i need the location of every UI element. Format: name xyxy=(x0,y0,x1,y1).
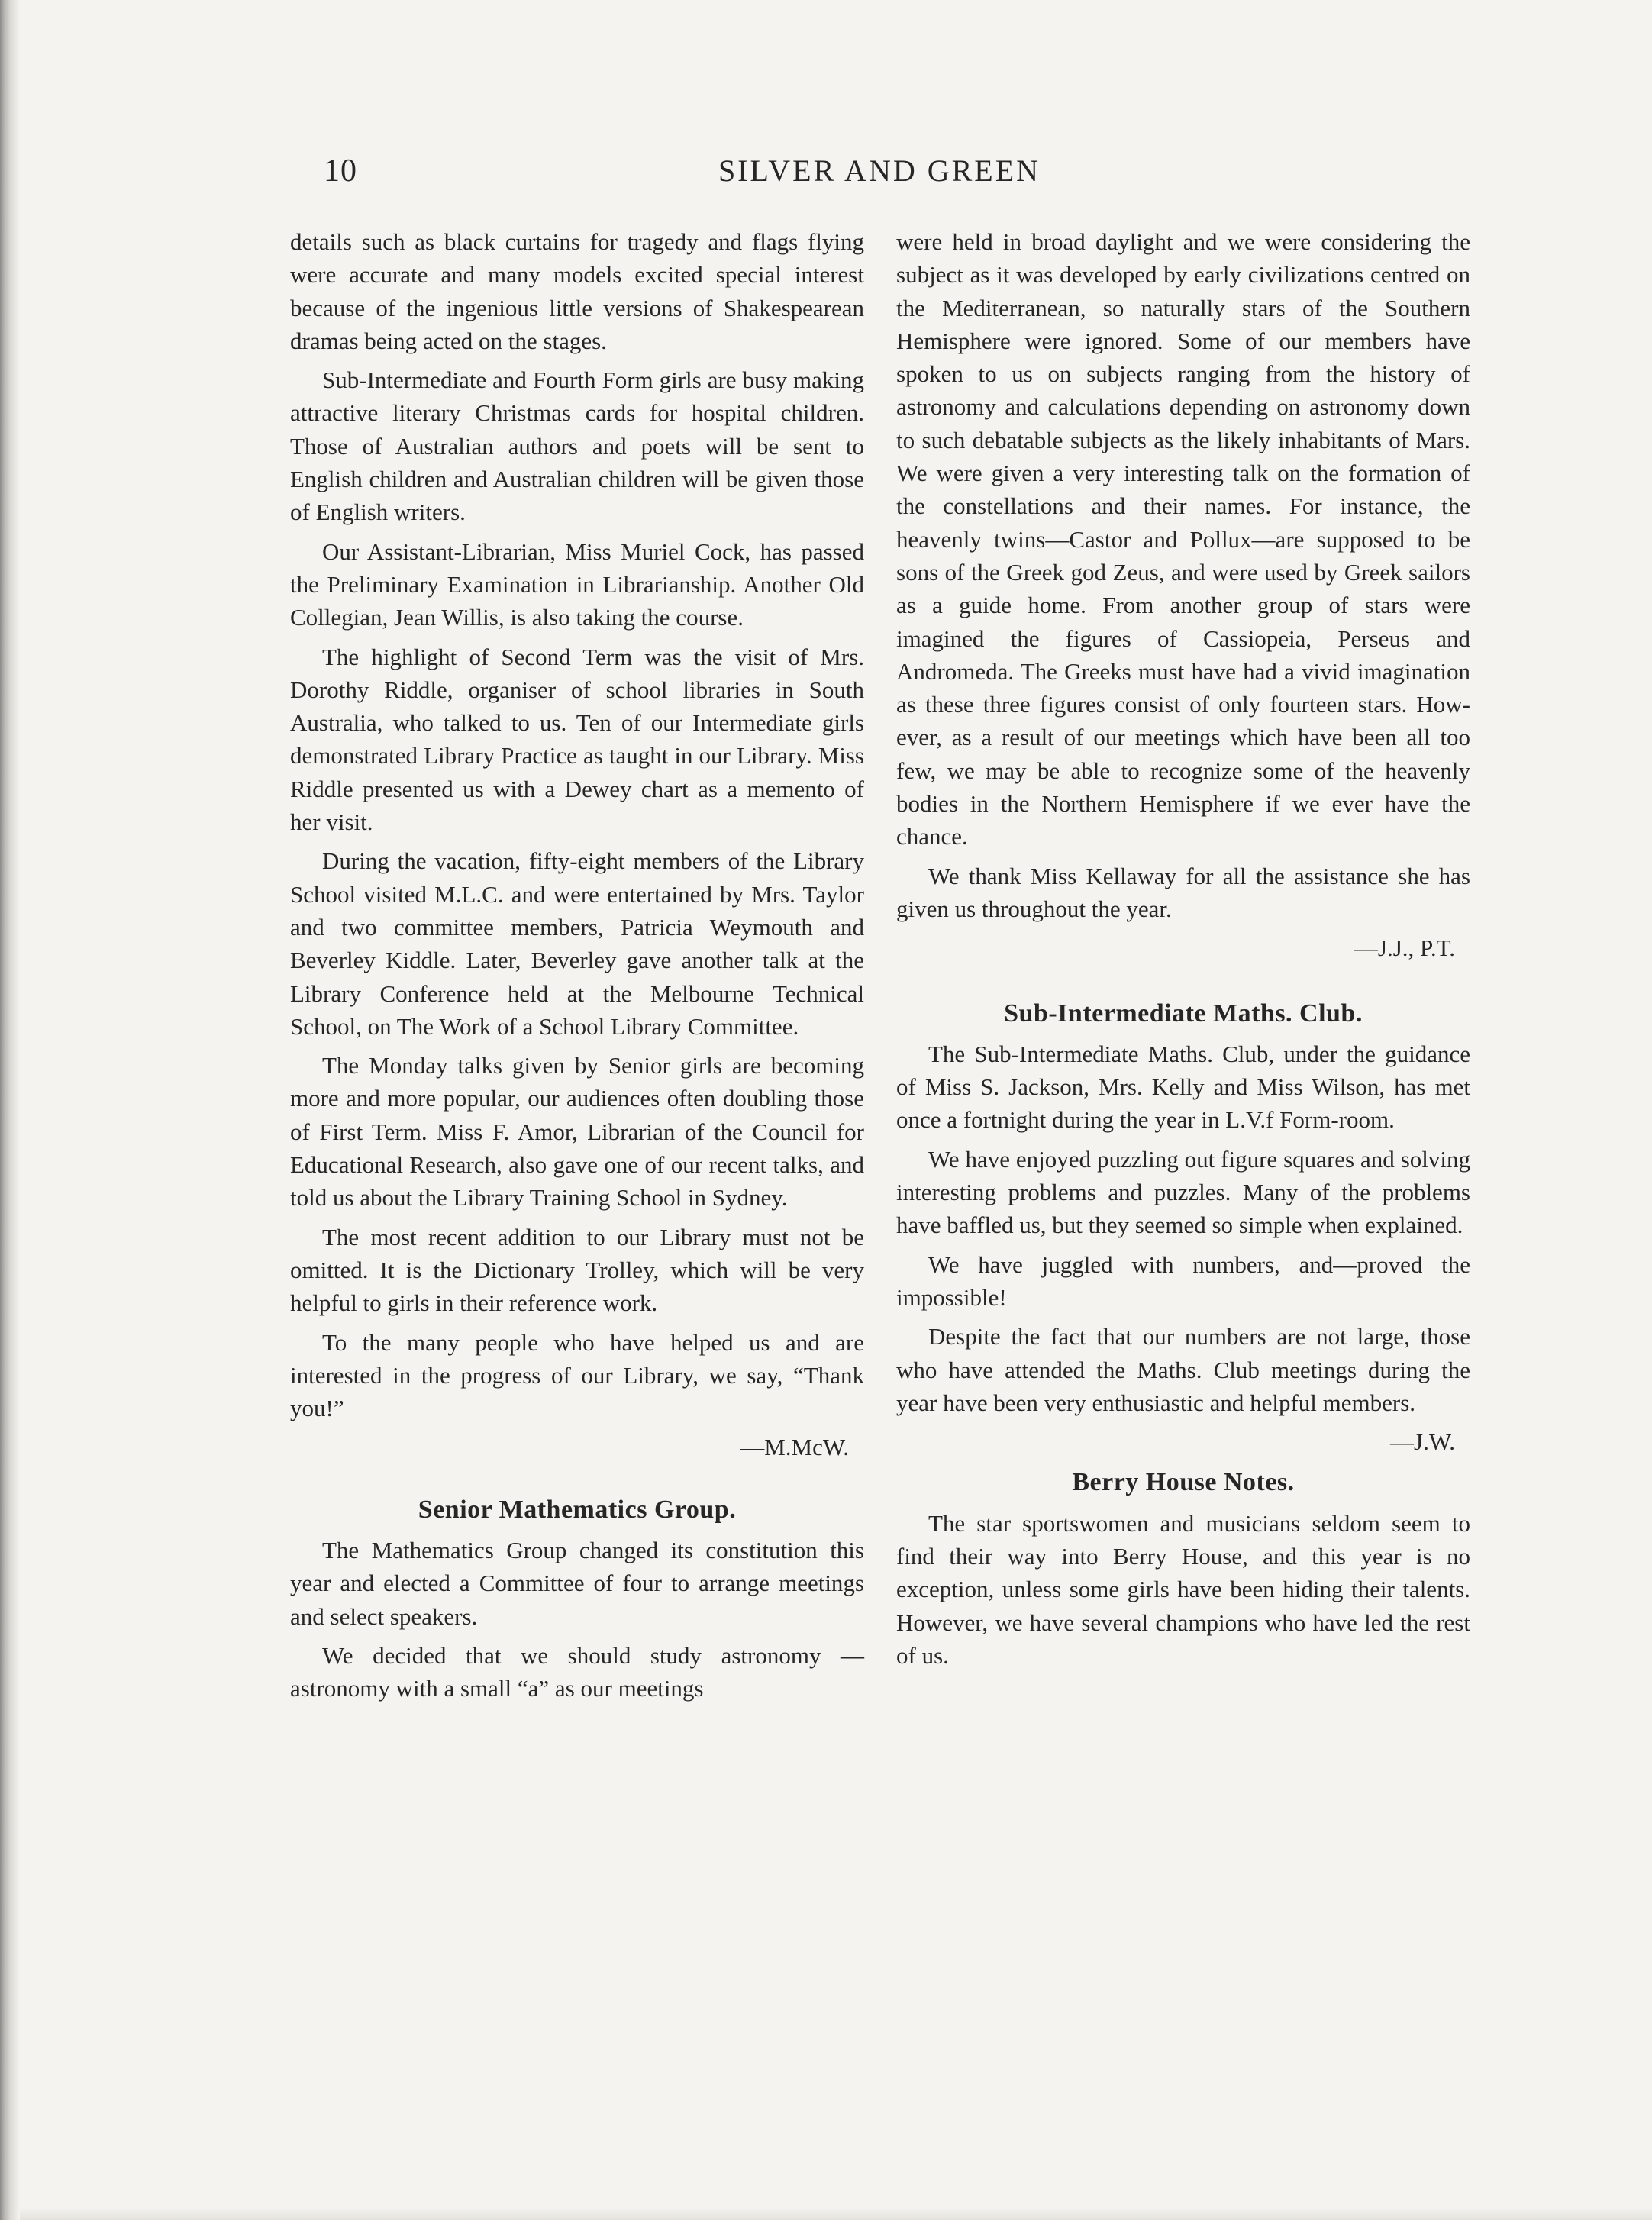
senior-maths-paragraph: The Mathematics Group changed its constitution this year and elected a Committee of four to arrange meetings and select speakers. xyxy=(290,1536,864,1630)
library-paragraph: The most recent addition to our Library must not be omitted. It is the Dictionary Trolley, which will be very helpful to girls in their reference work. xyxy=(290,1223,864,1317)
maths-club-paragraph: We have enjoyed puzzling out figure squares and solving interesting problems and puzzles. Many of the problems have baffled us, but they seemed so simple when explained. xyxy=(896,1145,1470,1239)
maths-club-paragraph: Despite the fact that our numbers are not large, those who have attended the Maths. Club meetings during the year have been very enthusiastic and helpful members. xyxy=(896,1323,1470,1416)
left-column xyxy=(290,225,864,1711)
right-column xyxy=(896,225,1470,1678)
running-header xyxy=(0,153,1652,198)
library-paragraph: Our Assistant-Librarian, Miss Muriel Cock, has passed the Preliminary Examination in Librarianship. Another Old Collegian, Jean Willis, is also taking the course. xyxy=(290,537,864,631)
berry-house-heading: Berry House Notes. xyxy=(1072,1468,1295,1497)
maths-club-heading: Sub-Intermediate Maths. Club. xyxy=(1004,999,1363,1028)
library-paragraph: During the vacation, fifty-eight members of the Library School visited M.L.C. and were entertained by Mrs. Taylor and two committee members, Patricia Weymouth and Beverley Kiddle. Later, Beverley gave another talk at the Library Conference held at the Melbourne Technical School, on The Work of a School Library Committee. xyxy=(290,847,864,1040)
page-bottom-edge xyxy=(20,2208,1652,2220)
berry-house-paragraph: The star sportswomen and musicians seldom seem to find their way into Berry House, and this year is no exception, unless some girls have been hiding their talents. However, we have several champions who have led the rest of us. xyxy=(896,1509,1470,1669)
page-binding-edge xyxy=(0,0,20,2220)
library-signature: —M.McW. xyxy=(740,1434,849,1461)
maths-club-signature: —J.W. xyxy=(1390,1428,1455,1456)
senior-maths-continued-paragraph: were held in broad daylight and we were considering the subject as it was developed by early civilizations centred on the Mediterranean, so naturally stars of the Southern Hemisphere were ignored. Some of our members have spoken to us on subjects ranging from the history of astronomy and calculations depending on astronomy down to such debatable subjects as the likely inhabitants of Mars. We were given a very interesting talk on the formation of the constellations and their names. For instance, the heavenly twins—Castor and Pollux—are supposed to be sons of the Greek god Zeus, and were used by Greek sailors as a guide home. From another group of stars were imagined the figures of Cassiopeia, Perseus and Andromeda. The Greeks must have had a vivid imagination as these three figures consist of only fourteen stars. However, as a result of our meetings which have been all too few, we may be able to recognize some of the heavenly bodies in the Northern Hemisphere if we ever have the chance. xyxy=(896,228,1470,850)
library-paragraph: details such as black curtains for tragedy and flags flying were accurate and many models excited special interest because of the ingenious little versions of Shakespearean dramas being acted on the stages. xyxy=(290,228,864,354)
library-paragraph: The highlight of Second Term was the visit of Mrs. Dorothy Riddle, organiser of school libraries in South Australia, who talked to us. Ten of our Intermediate girls demonstrated Library Practice as taught in our Library. Miss Riddle presented us with a Dewey chart as a memento of her visit. xyxy=(290,643,864,836)
senior-maths-signature: —J.J., P.T. xyxy=(1354,934,1455,962)
library-paragraph: Sub-Intermediate and Fourth Form girls are busy making attractive literary Christmas cards for hospital children. Those of Australian authors and poets will be sent to English children and Australian children will be given those of English writers. xyxy=(290,366,864,526)
page-number: 10 xyxy=(324,153,357,189)
library-paragraph: To the many people who have helped us and are interested in the progress of our Library, we say, “Thank you!” xyxy=(290,1328,864,1422)
senior-maths-thanks-paragraph: We thank Miss Kellaway for all the assistance she has given us throughout the year. xyxy=(896,862,1470,922)
library-paragraph: The Monday talks given by Senior girls are becoming more and more popular, our audiences often doubling those of First Term. Miss F. Amor, Librarian of the Council for Educational Research, also gave one of our recent talks, and told us about the Library Training School in Sydney. xyxy=(290,1052,864,1212)
senior-maths-heading: Senior Mathematics Group. xyxy=(418,1495,737,1524)
running-title: SILVER AND GREEN xyxy=(718,153,1041,188)
maths-club-paragraph: The Sub-Intermediate Maths. Club, under the guidance of Miss S. Jackson, Mrs. Kelly and Miss Wilson, has met once a fortnight during the year in L.V.f Form-room. xyxy=(896,1040,1470,1134)
senior-maths-paragraph: We decided that we should study astronomy —astronomy with a small “a” as our meetings xyxy=(290,1641,864,1702)
maths-club-paragraph: We have juggled with numbers, and—proved the impossible! xyxy=(896,1250,1470,1311)
